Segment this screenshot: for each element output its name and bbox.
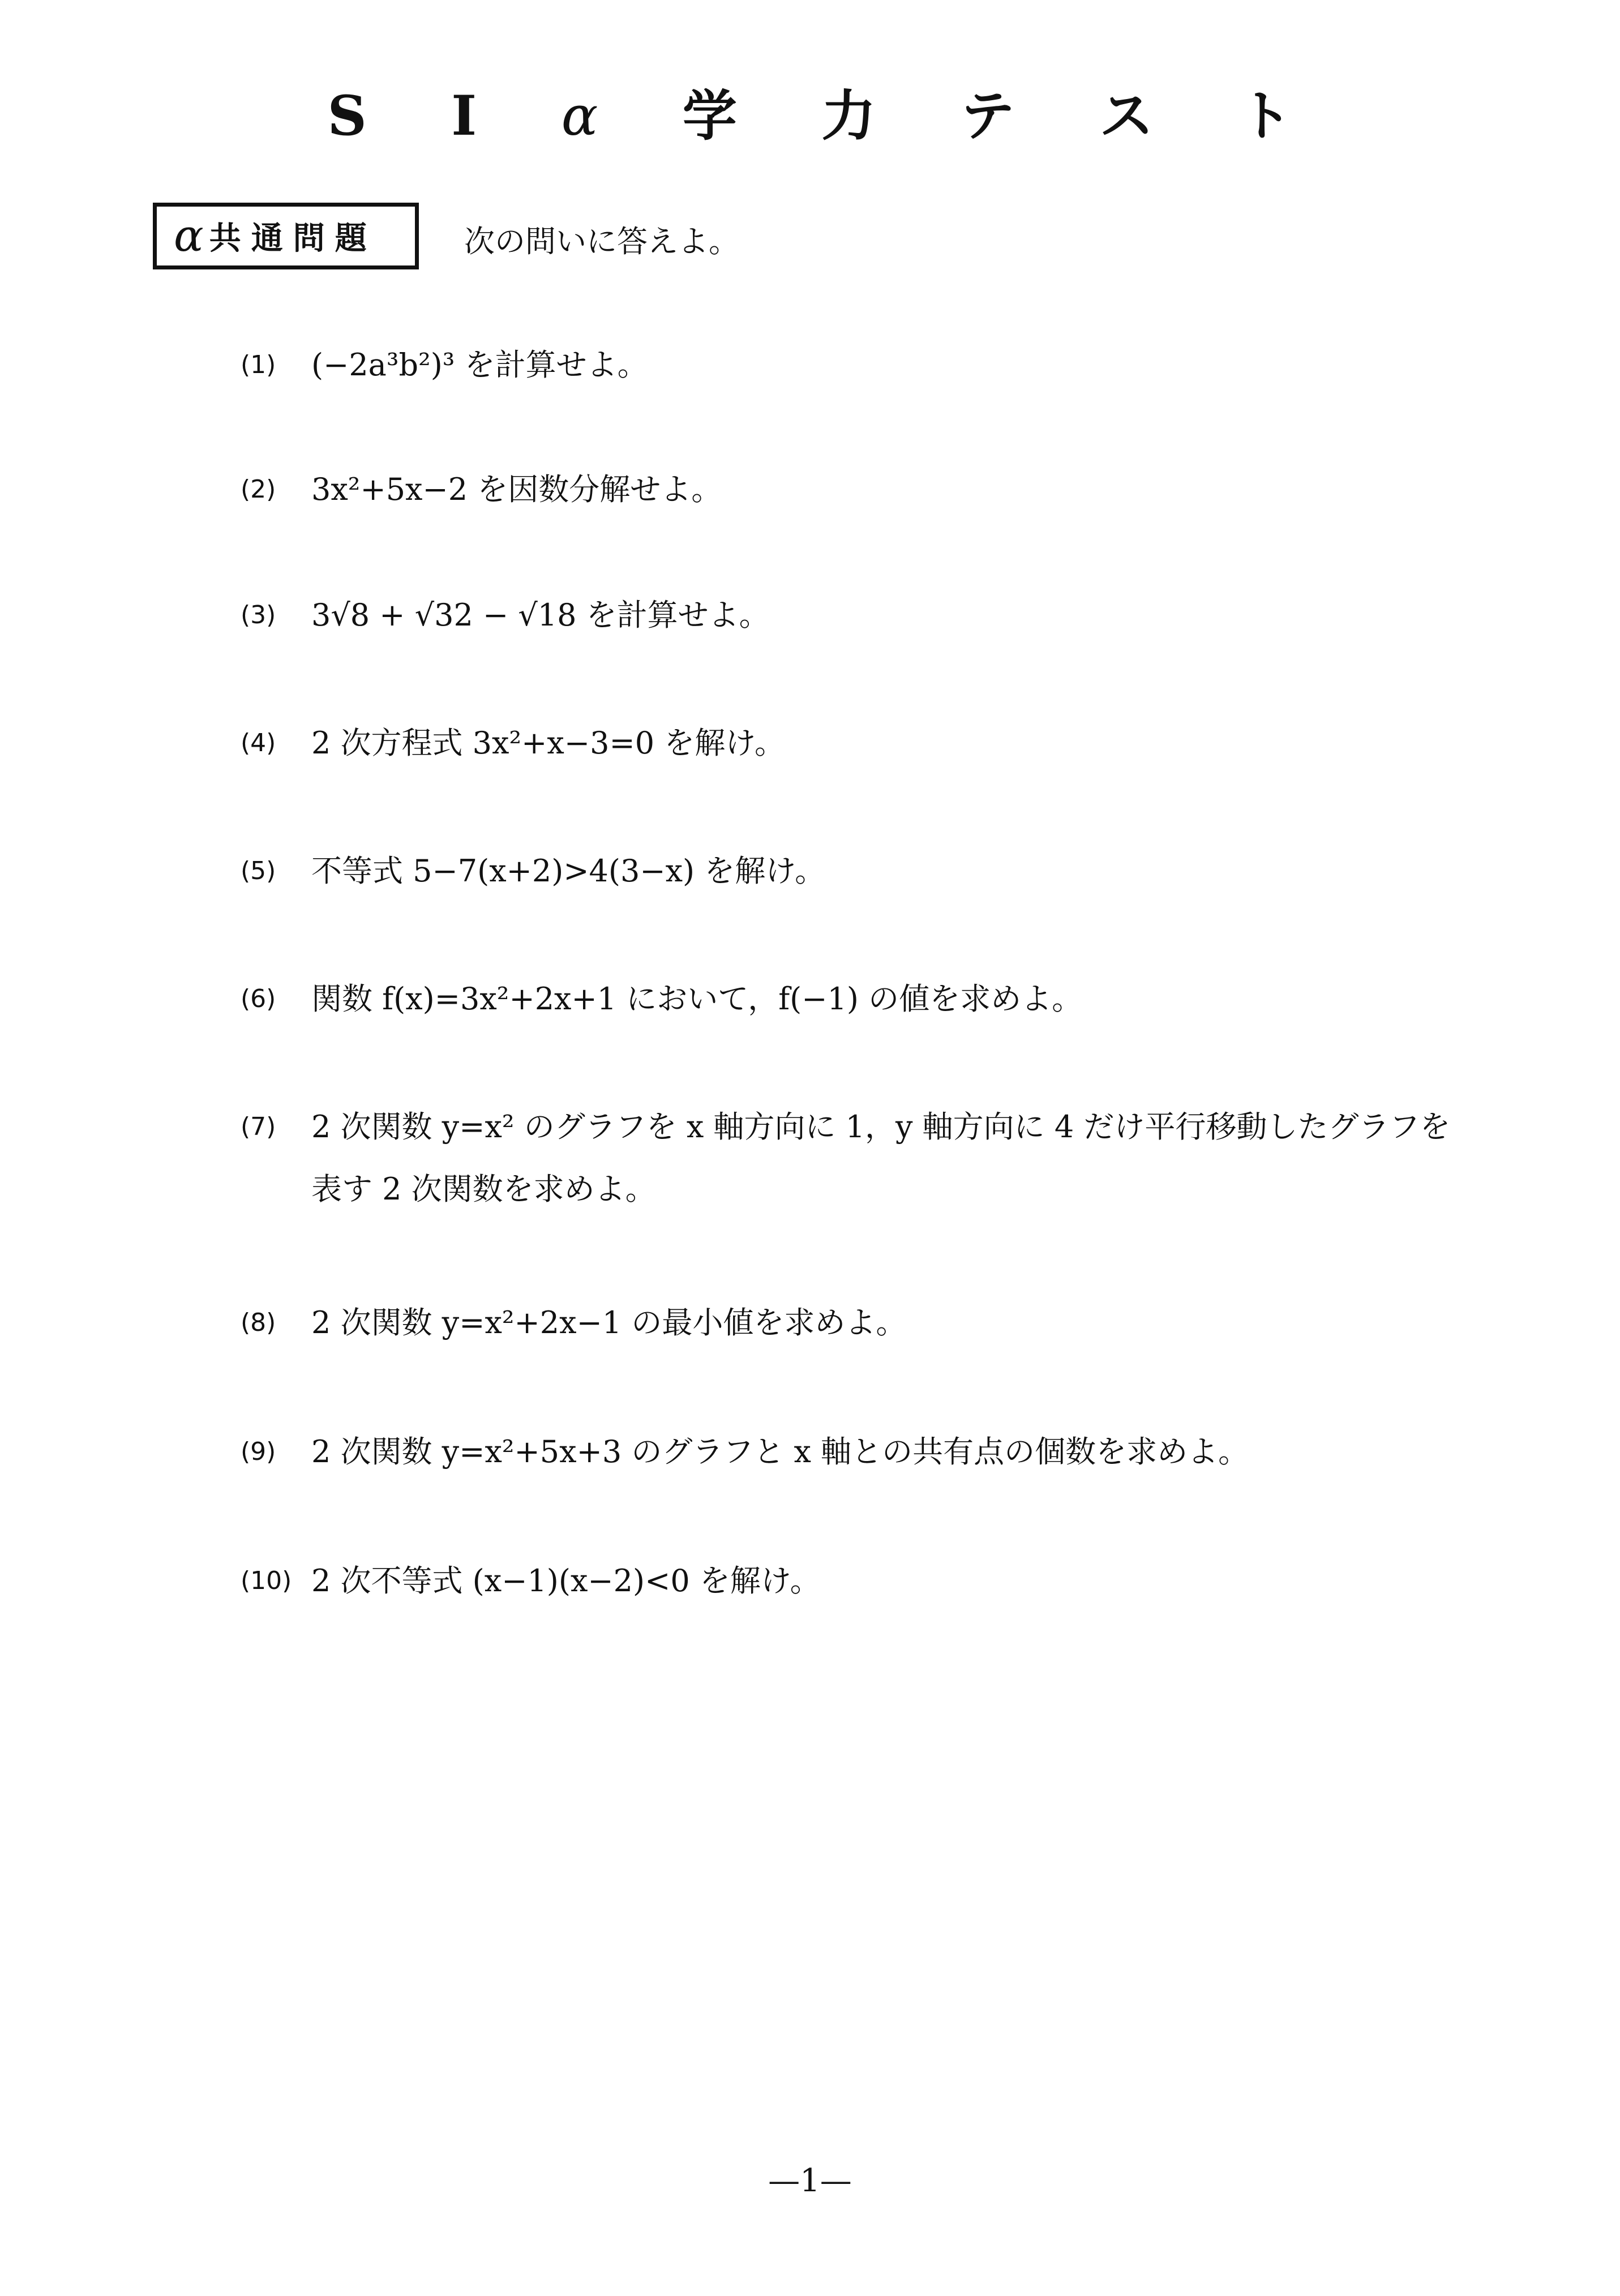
question-text: (−2a³b²)³ を計算せよ。 [311,347,648,383]
title-char: I [451,84,477,148]
title-char: S [327,84,367,148]
question-number: (5) [241,856,276,885]
title-char: α [561,84,598,148]
question-text: 2 次不等式 (x−1)(x−2)<0 を解け。 [311,1563,821,1599]
question-text: 2 次方程式 3x²+x−3=0 を解け。 [311,725,786,761]
section-instruction: 次の問いに答えよ。 [464,224,739,259]
question-text: 2 次関数 y=x² のグラフを x 軸方向に 1，y 軸方向に 4 だけ平行移動したグラフを 表す 2 次関数を求めよ。 [311,1109,1451,1207]
question-text: 関数 f(x)=3x²+2x+1 において，f(−1) の値を求めよ。 [311,981,1083,1017]
question-number: (10) [241,1566,292,1595]
title-char: ト [1238,84,1293,148]
title-char: 学 [682,84,737,148]
title-char: テ [960,84,1015,148]
page-title [0,76,1620,156]
question-number: (7) [241,1112,276,1141]
question-text: 2 次関数 y=x²+5x+3 のグラフと x 軸との共有点の個数を求めよ。 [311,1434,1249,1470]
question-number: (1) [241,350,276,379]
page-number: —1— [768,2162,852,2199]
question-text: 3√8 + √32 − √18 を計算せよ。 [311,597,770,633]
question-number: (2) [241,475,276,504]
section-label-text: 共通問題 [209,220,377,257]
question-text: 不等式 5−7(x+2)>4(3−x) を解け。 [311,853,826,889]
question-number: (8) [241,1308,276,1337]
question-number: (3) [241,601,276,629]
section-label-greek: α [174,211,204,262]
title-char: ス [1099,84,1154,148]
question-text: 2 次関数 y=x²+2x−1 の最小値を求めよ。 [311,1305,907,1340]
question-number: (6) [241,984,276,1013]
title-char: 力 [821,84,876,148]
question-number: (9) [241,1437,276,1466]
question-number: (4) [241,729,276,757]
section-label-box [153,203,419,269]
question-text: 3x²+5x−2 を因数分解せよ。 [311,472,722,507]
